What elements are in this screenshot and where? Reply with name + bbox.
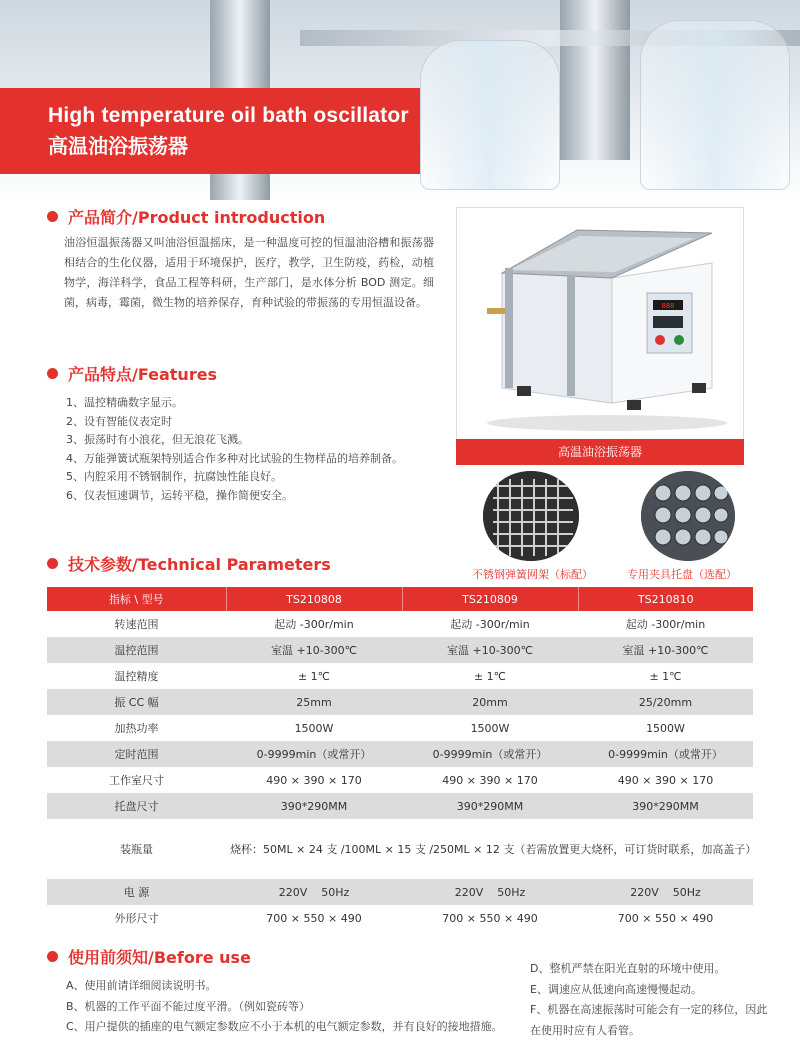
- table-cell: 390*290MM: [578, 793, 753, 819]
- table-cell: 工作室尺寸: [109, 774, 164, 787]
- table-cell: 装瓶量: [120, 843, 153, 856]
- feature-item: 1、温控精确数字显示。: [66, 396, 183, 409]
- bullet-dot-icon: [47, 368, 58, 379]
- before-use-heading: [47, 945, 251, 968]
- page-title-en: High temperature oil bath oscillator: [48, 104, 409, 127]
- before-use-item: F、机器在高速振荡时可能会有一定的移位，因此在使用时应有人看管。: [530, 1003, 768, 1037]
- table-cell: ± 1℃: [297, 669, 331, 683]
- table-cell: 转速范围: [114, 618, 159, 631]
- params-heading: [47, 552, 331, 575]
- table-cell: ± 1℃: [473, 669, 507, 683]
- svg-text:888: 888: [661, 302, 675, 310]
- table-row: [47, 767, 753, 793]
- feature-item: 6、仪表恒速调节，运转平稳，操作简便安全。: [66, 488, 293, 502]
- title-box: [0, 88, 420, 174]
- features-heading-text: 产品特点/Features: [68, 365, 218, 384]
- table-cell: 0-9999min（或常开）: [226, 741, 402, 767]
- features-list: [66, 394, 403, 506]
- before-use-item: C、用户提供的插座的电气额定参数应不小于本机的电气额定参数，并有良好的接地措施。: [66, 1020, 503, 1033]
- before-use-list-right: [530, 959, 770, 1041]
- table-cell: 220V 50Hz: [226, 879, 402, 905]
- intro-heading: [47, 205, 325, 228]
- banner-glass-bottle: [640, 20, 790, 190]
- table-cell: 490 × 390 × 170: [266, 773, 362, 787]
- table-cell: 室温 +10-300℃: [402, 637, 578, 663]
- table-cell: 490 × 390 × 170: [617, 773, 714, 787]
- table-cell: 室温 +10-300℃: [578, 637, 753, 663]
- table-cell: 起动 -300r/min: [274, 618, 354, 631]
- product-photo-caption: 高温油浴振荡器: [456, 439, 744, 465]
- intro-heading-text: 产品简介/Product introduction: [68, 208, 326, 227]
- table-cell: 加热功率: [114, 722, 159, 735]
- table-cell: 0-9999min（或常开）: [402, 741, 578, 767]
- spring-rack-caption: 不锈钢弹簧网架（标配）: [472, 568, 593, 581]
- table-cell: 托盘尺寸: [47, 793, 226, 819]
- table-cell: 起动 -300r/min: [625, 618, 706, 631]
- table-cell: 390*290MM: [226, 793, 402, 819]
- clamp-tray-thumbnail: [641, 471, 735, 561]
- features-heading: [47, 362, 217, 385]
- table-cell: 室温 +10-300℃: [226, 637, 402, 663]
- table-row: [47, 637, 753, 663]
- table-row: [47, 879, 753, 905]
- table-header-cell: TS210810: [578, 587, 753, 611]
- table-cell: 1500W: [646, 721, 685, 735]
- feature-item: 5、内腔采用不锈钢制作，抗腐蚀性能良好。: [66, 470, 282, 484]
- bullet-dot-icon: [47, 951, 58, 962]
- table-cell: 20mm: [402, 689, 578, 715]
- feature-item: 3、振荡时有小浪花，但无浪花飞溅。: [66, 433, 249, 447]
- feature-item: 4、万能弹簧试瓶架特别适合作多种对比试验的生物样品的培养制备。: [66, 451, 403, 465]
- table-cell: 温控范围: [47, 637, 226, 663]
- table-cell: 220V 50Hz: [578, 879, 753, 905]
- bullet-dot-icon: [47, 558, 58, 569]
- page-title-cn: 高温油浴振荡器: [48, 134, 188, 158]
- parameters-table: [47, 587, 757, 931]
- product-photo: [456, 207, 744, 465]
- table-cell: 1500W: [470, 721, 510, 735]
- table-cell: 25mm: [226, 689, 402, 715]
- table-cell: 1500W: [294, 721, 334, 735]
- before-use-item: D、整机严禁在阳光直射的环境中使用。: [530, 962, 726, 975]
- table-cell: 220V 50Hz: [402, 879, 578, 905]
- table-cell: 390*290MM: [402, 793, 578, 819]
- table-row: [47, 715, 753, 741]
- before-use-heading-text: 使用前须知/Before use: [68, 948, 251, 967]
- table-cell: 700 × 550 × 490: [617, 911, 714, 925]
- before-use-item: B、机器的工作平面不能过度平滑。（例如瓷砖等）: [66, 999, 311, 1013]
- banner-glass-bottle: [420, 40, 560, 190]
- table-cell: 0-9999min（或常开）: [578, 741, 753, 767]
- table-cell: 25/20mm: [578, 689, 753, 715]
- oscillator-illustration: [457, 208, 743, 438]
- table-header-cell: TS210808: [226, 587, 402, 611]
- table-header-cell: 指标 \ 型号: [47, 587, 226, 611]
- before-use-item: E、调速应从低速向高速慢慢起动。: [530, 982, 702, 996]
- table-row-bottles: [47, 819, 753, 879]
- feature-item: 2、设有智能仪表定时: [66, 414, 172, 428]
- table-row: [47, 741, 753, 767]
- table-cell: 定时范围: [47, 741, 226, 767]
- table-cell: ± 1℃: [649, 669, 682, 683]
- table-row: [47, 611, 753, 637]
- table-cell: 490 × 390 × 170: [442, 773, 538, 787]
- table-cell-bottle-capacity: 烧杯：50ML × 24 支 /100ML × 15 支 /250ML × 12 支（若需放置更大烧杯，可订货时联系，加高盖子）: [230, 843, 757, 856]
- spring-rack-thumbnail: [483, 471, 579, 561]
- table-header-row: [47, 587, 753, 611]
- before-use-list-left: [66, 976, 503, 1038]
- clamp-tray-caption: 专用夹具托盘（选配）: [627, 568, 737, 581]
- table-row: [47, 663, 753, 689]
- table-cell: 温控精度: [114, 670, 159, 683]
- table-row: [47, 689, 753, 715]
- table-row: [47, 793, 753, 819]
- table-header-cell: TS210809: [402, 587, 578, 611]
- params-heading-text: 技术参数/Technical Parameters: [68, 555, 331, 574]
- clamp-tray-image: [641, 471, 735, 561]
- before-use-item: A、使用前请详细阅读说明书。: [66, 979, 217, 992]
- table-cell: 起动 -300r/min: [450, 618, 530, 631]
- intro-text: 油浴恒温振荡器又叫油浴恒温摇床，是一种温度可控的恒温油浴槽和振荡器相结合的生化仪器，适用于环境保护，医疗，教学，卫生防疫，药检，动植物学，海洋科学，食品工程等科研，生产部门，是水体分析 BOD 测定。细菌，病毒，霉菌，微生物的培养保存，育种试验的带振荡的专用恒温设备。: [64, 236, 434, 309]
- table-cell: 振 CC 幅: [47, 689, 226, 715]
- bullet-dot-icon: [47, 211, 58, 222]
- banner-rod: [560, 0, 630, 160]
- spring-rack-image: [483, 471, 579, 561]
- table-row: [47, 905, 753, 931]
- table-cell: 外形尺寸: [114, 912, 159, 925]
- table-cell: 700 × 550 × 490: [442, 911, 538, 925]
- table-cell: 700 × 550 × 490: [266, 911, 362, 925]
- table-cell: 电 源: [47, 879, 226, 905]
